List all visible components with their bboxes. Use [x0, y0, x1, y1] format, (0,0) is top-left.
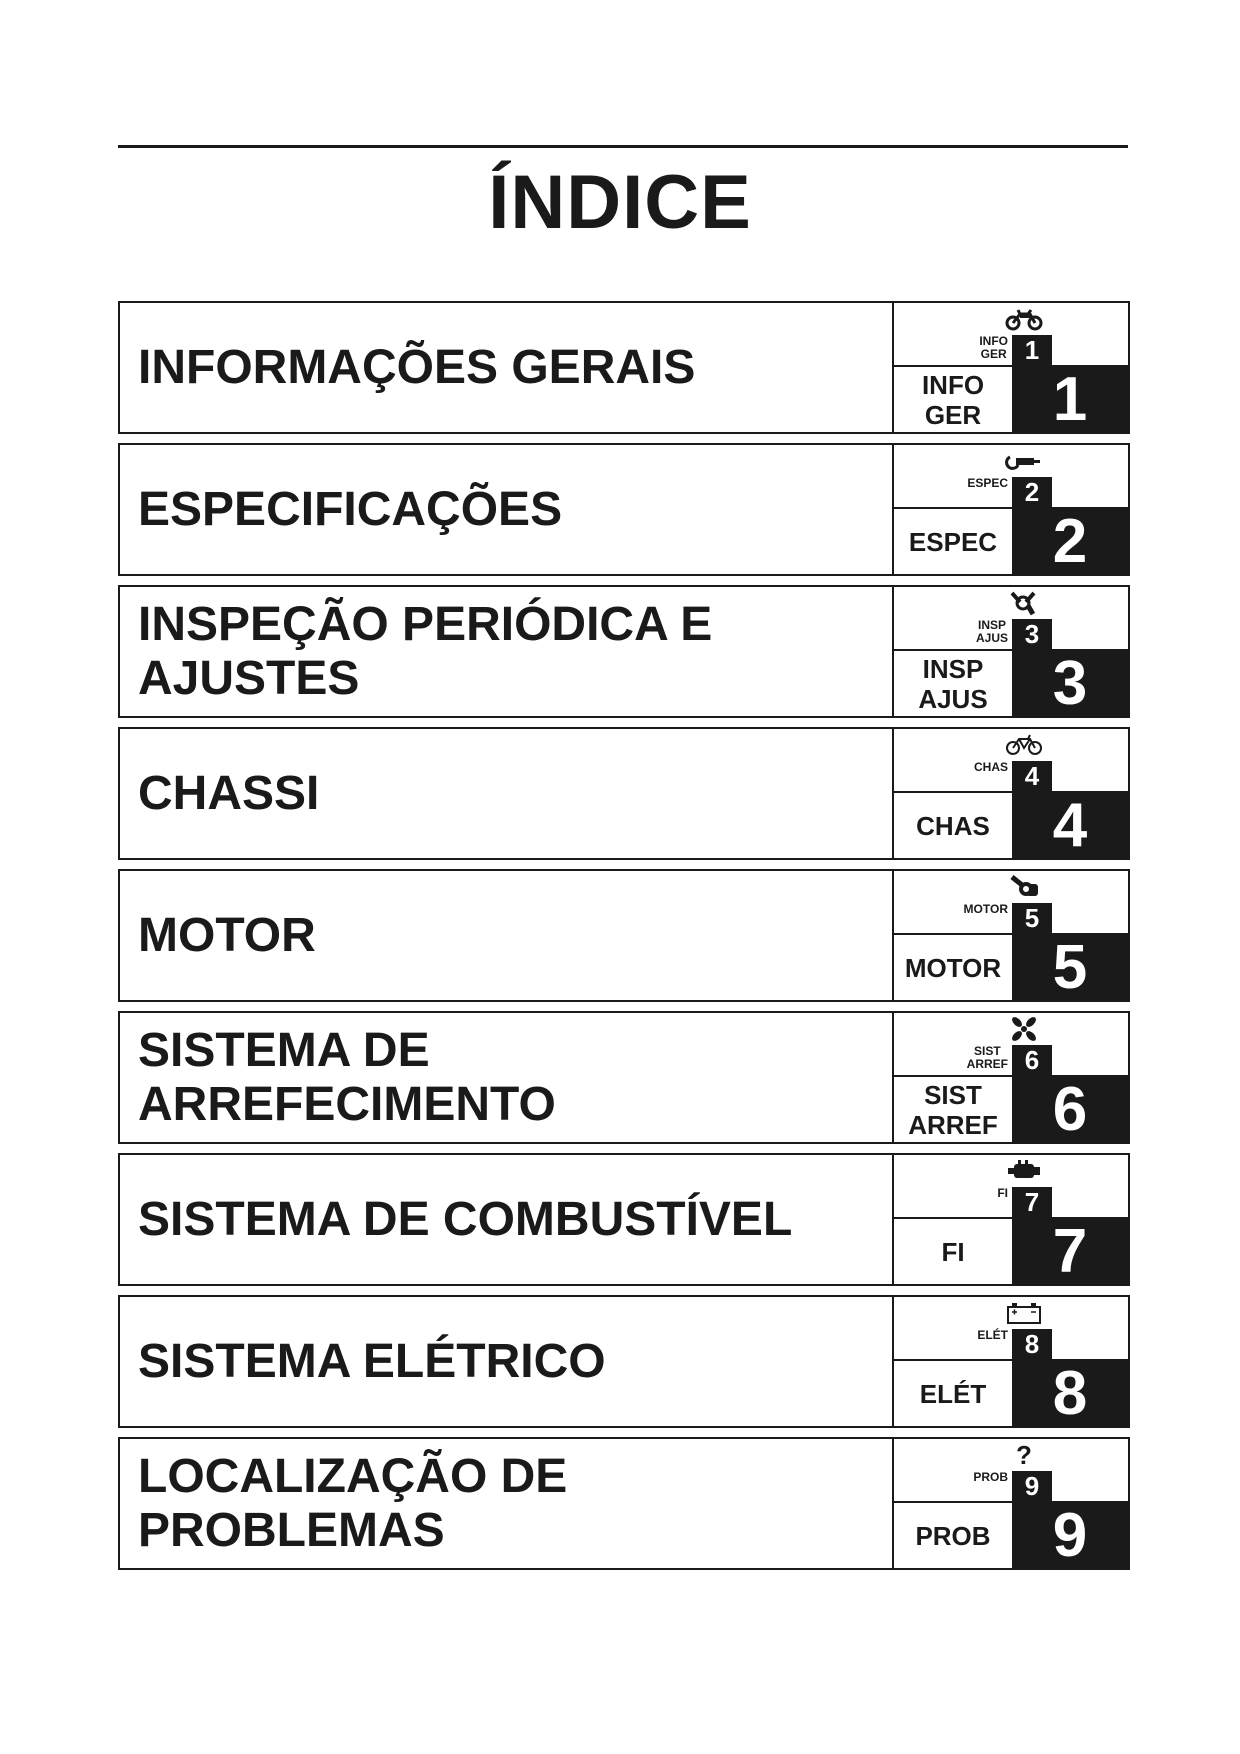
section-tab[interactable]: [894, 729, 1128, 858]
section-tab[interactable]: [894, 1013, 1128, 1142]
big-abbreviation: FI: [941, 1236, 965, 1267]
big-abbreviation: INSP AJUS: [918, 653, 988, 714]
toc-row-elet[interactable]: [118, 1295, 1130, 1428]
section-title: MOTOR: [120, 871, 894, 1000]
section-tab[interactable]: [894, 445, 1128, 574]
toc-row-info-ger[interactable]: [118, 301, 1130, 434]
toc-row-espec[interactable]: [118, 443, 1130, 576]
small-section-number: 7: [1012, 1187, 1052, 1217]
small-abbreviation: PROB: [973, 1470, 1008, 1484]
big-abbreviation: ESPEC: [908, 526, 998, 557]
toc-row-fi[interactable]: [118, 1153, 1130, 1286]
small-section-number: 5: [1012, 903, 1052, 933]
section-title: SISTEMA ELÉTRICO: [120, 1297, 894, 1426]
small-section-number: 4: [1012, 761, 1052, 791]
big-abbreviation: ELÉT: [919, 1378, 987, 1409]
big-section-number: 2: [1012, 509, 1128, 574]
big-section-number: 9: [1012, 1503, 1128, 1568]
question-icon: ?: [1016, 1439, 1032, 1470]
fuel-injector-icon: [999, 1157, 1049, 1185]
bicycle-icon: [999, 731, 1049, 759]
section-title: ESPECIFICAÇÕES: [120, 445, 894, 574]
section-title: LOCALIZAÇÃO DE PROBLEMAS: [120, 1439, 894, 1568]
small-section-number: 2: [1012, 477, 1052, 507]
section-tab[interactable]: [894, 303, 1128, 432]
big-section-number: 4: [1012, 793, 1128, 858]
section-title: INSPEÇÃO PERIÓDICA E AJUSTES: [120, 587, 894, 716]
toc-row-sist-arref[interactable]: [118, 1011, 1130, 1144]
section-title: SISTEMA DE ARREFECIMENTO: [120, 1013, 894, 1142]
big-abbreviation: CHAS: [916, 810, 990, 841]
small-abbreviation: INSP AJUS: [975, 618, 1008, 645]
engine-icon: [999, 873, 1049, 901]
big-section-number: 3: [1012, 651, 1128, 716]
page-title: ÍNDICE: [488, 160, 752, 245]
toc-row-insp-ajus[interactable]: [118, 585, 1130, 718]
small-abbreviation: SIST ARREF: [966, 1044, 1008, 1071]
motorcycle-icon: [999, 305, 1049, 333]
section-title: INFORMAÇÕES GERAIS: [120, 303, 894, 432]
small-abbreviation: INFO GER: [979, 334, 1008, 361]
section-tab[interactable]: [894, 1155, 1128, 1284]
big-abbreviation: SIST ARREF: [908, 1079, 998, 1140]
big-section-number: 8: [1012, 1361, 1128, 1426]
small-abbreviation: ESPEC: [967, 476, 1008, 490]
big-abbreviation: MOTOR: [904, 952, 1002, 983]
big-section-number: 1: [1012, 367, 1128, 432]
battery-icon: [999, 1299, 1049, 1327]
section-tab[interactable]: [894, 1439, 1128, 1568]
section-title: CHASSI: [120, 729, 894, 858]
inspection-tool-icon: [999, 589, 1049, 617]
section-tab[interactable]: [894, 1297, 1128, 1426]
big-section-number: 7: [1012, 1219, 1128, 1284]
big-section-number: 6: [1012, 1077, 1128, 1142]
small-section-number: 3: [1012, 619, 1052, 649]
small-section-number: 9: [1012, 1471, 1052, 1501]
top-rule: [118, 145, 1128, 148]
section-tab[interactable]: [894, 587, 1128, 716]
section-tab[interactable]: [894, 871, 1128, 1000]
small-section-number: 6: [1012, 1045, 1052, 1075]
small-abbreviation: ELÉT: [977, 1328, 1008, 1342]
toc-row-motor[interactable]: [118, 869, 1130, 1002]
section-title: SISTEMA DE COMBUSTÍVEL: [120, 1155, 894, 1284]
big-abbreviation: PROB: [915, 1520, 991, 1551]
big-abbreviation: INFO GER: [921, 369, 985, 430]
toc-row-chas[interactable]: [118, 727, 1130, 860]
wrench-icon: [999, 447, 1049, 475]
small-section-number: 8: [1012, 1329, 1052, 1359]
small-abbreviation: MOTOR: [963, 902, 1008, 916]
small-abbreviation: FI: [997, 1186, 1008, 1200]
small-abbreviation: CHAS: [973, 760, 1008, 774]
toc-row-prob[interactable]: [118, 1437, 1130, 1570]
small-section-number: 1: [1012, 335, 1052, 365]
big-section-number: 5: [1012, 935, 1128, 1000]
table-of-contents: [118, 301, 1130, 1579]
fan-icon: [999, 1015, 1049, 1043]
